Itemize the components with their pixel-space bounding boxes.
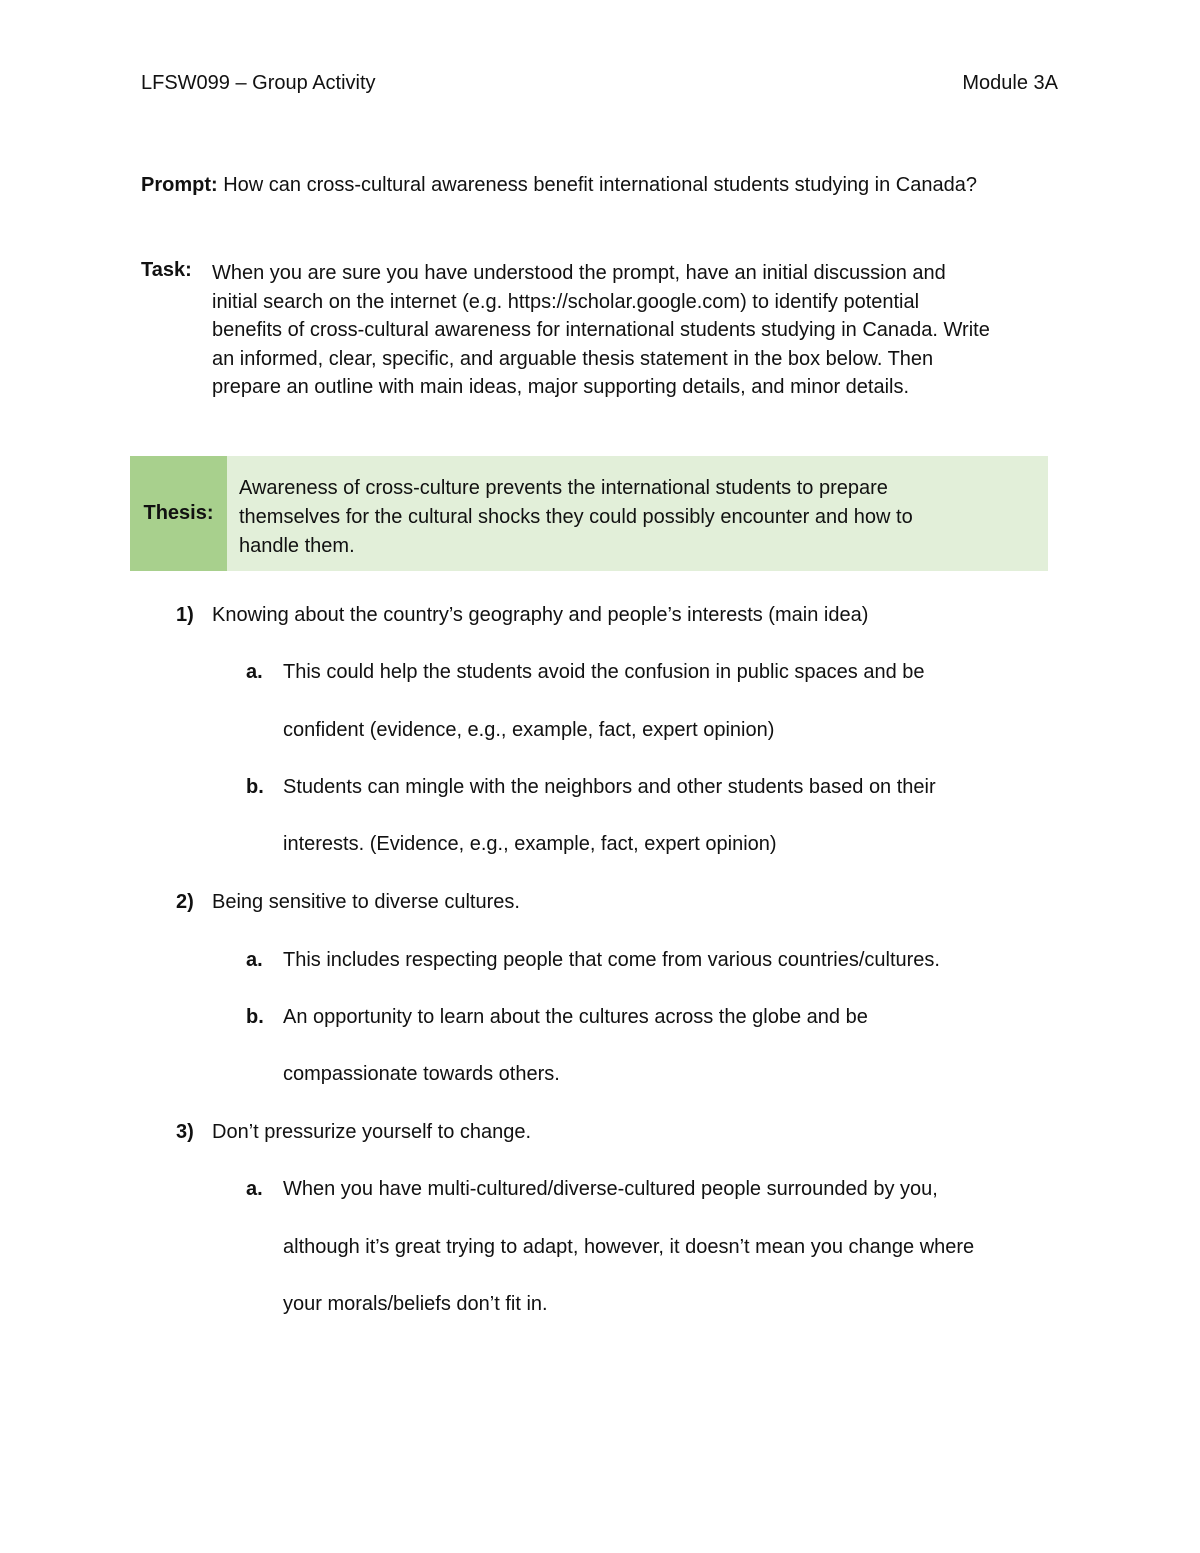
outline-main-idea-1: Knowing about the country’s geography and people’s interests (main idea) [212,604,869,626]
outline-number-1: 1) [176,604,194,626]
outline-number-2: 2) [176,891,194,913]
outline-detail-2b-line1: An opportunity to learn about the cultures across the globe and be [283,1006,868,1028]
outline-detail-1a-line2: confident (evidence, e.g., example, fact, expert opinion) [283,719,775,741]
task-label: Task: [141,259,192,281]
task-line: When you are sure you have understood the prompt, have an initial discussion and [212,262,946,284]
outline-main-idea-2: Being sensitive to diverse cultures. [212,891,520,913]
outline-number-3: 3) [176,1121,194,1143]
outline-sub-letter-2a: a. [246,949,263,971]
outline-sub-letter-2b: b. [246,1006,264,1028]
prompt-text: How can cross-cultural awareness benefit international students studying in Canada? [217,174,977,196]
outline-detail-3a-line3: your morals/beliefs don’t fit in. [283,1293,548,1315]
thesis-label: Thesis: [130,456,227,571]
outline-detail-2b-line2: compassionate towards others. [283,1063,560,1085]
task-line: initial search on the internet (e.g. https://scholar.google.com) to identify potential [212,290,920,313]
outline-detail-3a-line2: although it’s great trying to adapt, however, it doesn’t mean you change where [283,1236,975,1258]
task-text [212,259,1062,402]
outline-detail-3a-line1: When you have multi-cultured/diverse-cultured people surrounded by you, [283,1178,938,1200]
outline-sub-letter-1a: a. [246,661,263,683]
thesis-line: themselves for the cultural shocks they could possibly encounter and how to [239,506,913,528]
outline-sub-letter-1b: b. [246,776,264,798]
thesis-line: handle them. [239,535,355,557]
outline-main-idea-3: Don’t pressurize yourself to change. [212,1121,532,1143]
outline-detail-1b-line2: interests. (Evidence, e.g., example, fact, expert opinion) [283,833,777,855]
task-line: prepare an outline with main ideas, major supporting details, and minor details. [212,376,910,398]
outline-sub-letter-3a: a. [246,1178,263,1200]
header-course-title: LFSW099 – Group Activity [141,72,376,94]
outline-detail-1b-line1: Students can mingle with the neighbors and other students based on their [283,776,936,798]
header-module-label: Module 3A [962,72,1058,94]
task-line: an informed, clear, specific, and arguable thesis statement in the box below. Then [212,347,934,370]
outline-detail-2a-line1: This includes respecting people that come from various countries/cultures. [283,949,940,971]
prompt-label: Prompt: [141,174,218,196]
task-line: benefits of cross-cultural awareness for international students studying in Canada. Write [212,319,990,341]
thesis-line: Awareness of cross-culture prevents the international students to prepare [239,477,888,499]
outline-detail-1a-line1: This could help the students avoid the confusion in public spaces and be [283,661,925,683]
prompt-paragraph [141,174,1071,197]
thesis-text [227,456,1048,571]
thesis-table [130,456,1048,571]
